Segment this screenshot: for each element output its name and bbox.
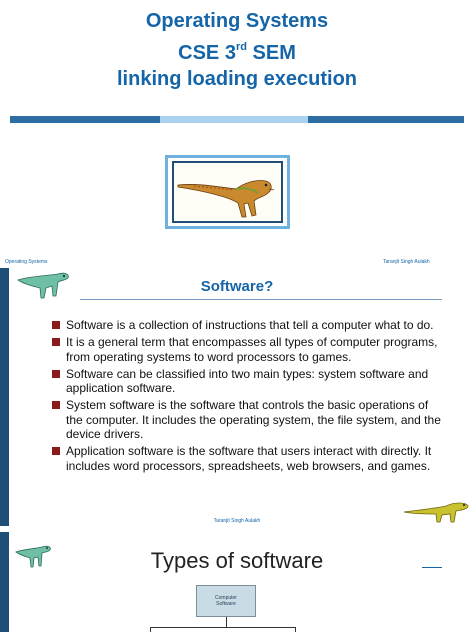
- slide2-header-left: Operating Systems: [5, 259, 48, 265]
- diagram-root-node: [196, 585, 256, 617]
- title-line-2-suffix: SEM: [246, 42, 296, 64]
- title-line-1: Operating Systems: [145, 10, 329, 32]
- bullet-text: System software is the software that controls the basic operations of the computer. It includes the operating system, the file system, and the device drivers.: [66, 398, 441, 441]
- slide3-title-rule: [422, 567, 442, 568]
- divider-bar-left: [10, 116, 160, 123]
- slide2-bullet-list: [52, 318, 446, 476]
- diagram-connector-left: [150, 627, 151, 632]
- bullet-text: Software is a collection of instructions that tell a computer what to do.: [66, 318, 434, 332]
- title-line-2-superscript: rd: [235, 41, 247, 53]
- bullet-item: [52, 318, 446, 333]
- diagram-connector-vertical: [226, 617, 227, 627]
- bullet-square-icon: [52, 447, 60, 455]
- slide3-title: Types of software: [150, 548, 324, 573]
- dinosaur-image-frame: [165, 155, 290, 229]
- bullet-item: [52, 398, 446, 442]
- bullet-text: It is a general term that encompasses all types of computer programs, from operating systems to word processors to games.: [66, 335, 438, 364]
- title-line-2-prefix: CSE 3: [178, 42, 236, 64]
- slide2-footer: Taranjit Singh Aulakh: [213, 518, 261, 524]
- slide1-title: [0, 8, 474, 92]
- diagram-root-line1: Computer: [215, 595, 237, 601]
- slide2-left-accent-strip: [0, 268, 9, 526]
- bullet-square-icon: [52, 370, 60, 378]
- bullet-square-icon: [52, 321, 60, 329]
- diagram-connector-right: [295, 627, 296, 632]
- title-line-3: linking loading execution: [116, 68, 358, 90]
- slide3-left-accent-strip: [0, 532, 9, 632]
- bullet-text: Application software is the software that users interact with directly. It includes word processors, spreadsheets, web browsers, and games.: [66, 444, 432, 473]
- diagram-root-line2: Software: [216, 601, 236, 607]
- slide2-title-rule: [80, 299, 442, 300]
- bullet-square-icon: [52, 401, 60, 409]
- bullet-square-icon: [52, 338, 60, 346]
- bullet-item: [52, 335, 446, 364]
- diagram-connector-horizontal: [150, 627, 296, 628]
- bullet-item: [52, 444, 446, 473]
- divider-bar-middle: [160, 116, 308, 123]
- slide2-header-right: Taranjit Singh Aulakh: [383, 259, 430, 265]
- slide2-title: Software?: [200, 278, 274, 295]
- dinosaur-illustration: [174, 163, 283, 223]
- bullet-item: [52, 367, 446, 396]
- title-line-2: [0, 34, 474, 66]
- bullet-text: Software can be classified into two main types: system software and application software.: [66, 366, 429, 395]
- divider-bar-right: [308, 116, 464, 123]
